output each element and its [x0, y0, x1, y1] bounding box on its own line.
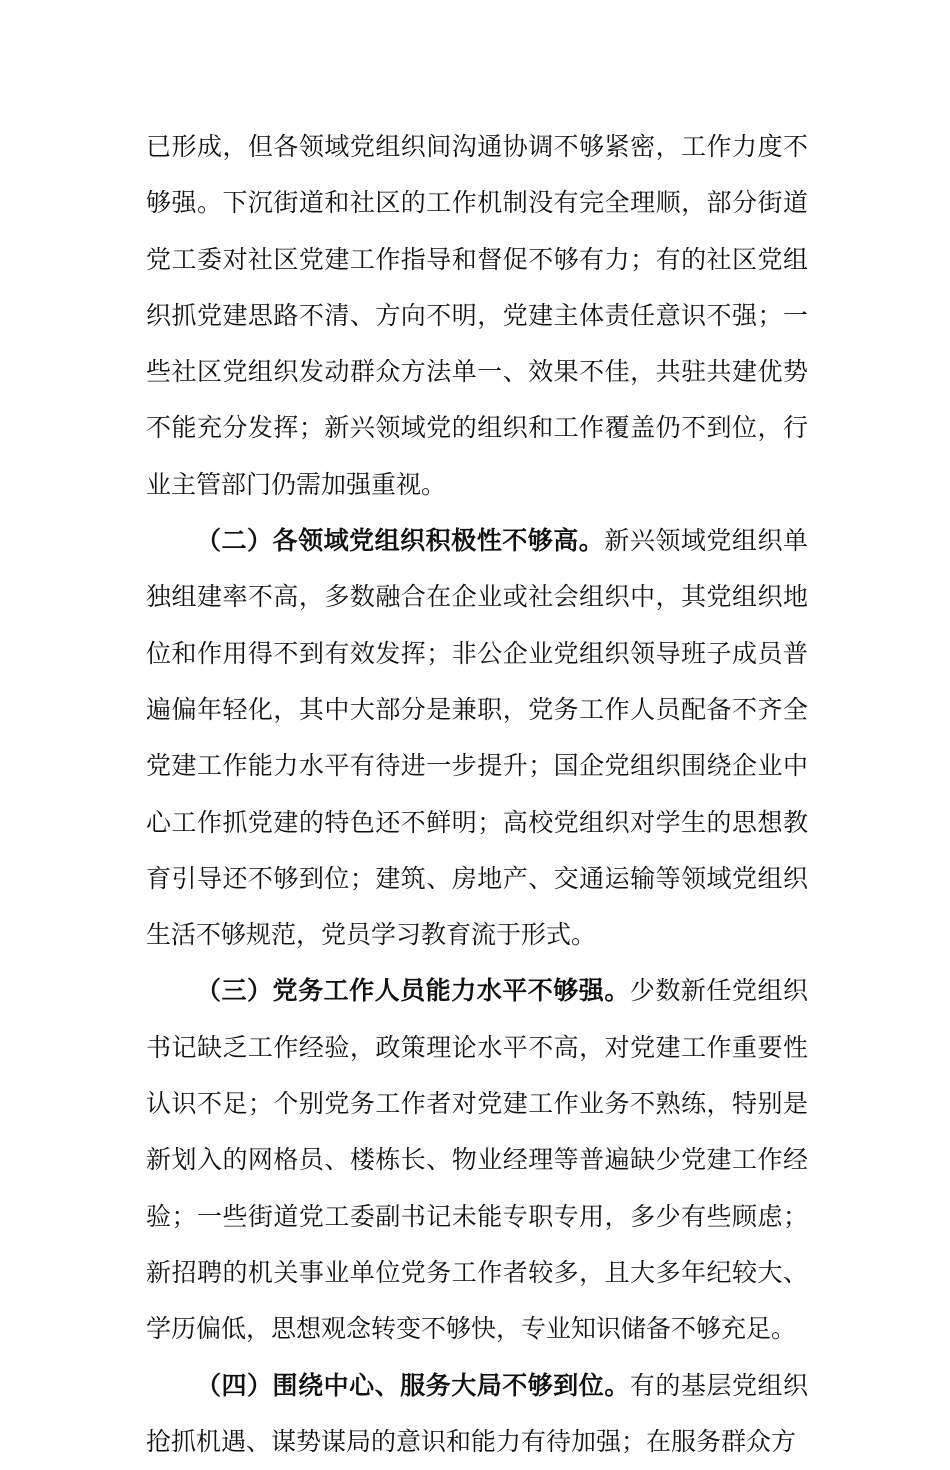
paragraph-section-4: [146, 1358, 808, 1470]
section-heading: （三）党务工作人员能力水平不够强。: [196, 976, 630, 1006]
section-heading: （二）各领域党组织积极性不够高。: [196, 526, 605, 556]
paragraph-text: 有的基层党组织抢抓机遇、谋势谋局的意识和能力有待加强；在服务群众方: [146, 1370, 808, 1456]
paragraph-continuation: [146, 119, 808, 513]
paragraph-text: 新兴领域党组织单独组建率不高，多数融合在企业或社会组织中，其党组织地位和作用得不到有效发挥；非公企业党组织领导班子成员普遍偏年轻化，其中大部分是兼职，党务工作人员配备不齐全党建工作能力水平有待进一步提升；国企党组织围绕企业中心工作抓党建的特色还不鲜明；高校党组织对学生的思想教育引导还不够到位；建筑、房地产、交通运输等领域党组织生活不够规范，党员学习教育流于形式。: [146, 526, 808, 950]
paragraph-text: 已形成，但各领域党组织间沟通协调不够紧密，工作力度不够强。下沉街道和社区的工作机制没有完全理顺，部分街道党工委对社区党建工作指导和督促不够有力；有的社区党组织抓党建思路不清、方向不明，党建主体责任意识不强；一些社区党组织发动群众方法单一、效果不佳，共驻共建优势不能充分发挥；新兴领域党的组织和工作覆盖仍不到位，行业主管部门仍需加强重视。: [146, 132, 808, 499]
paragraph-text: 少数新任党组织书记缺乏工作经验，政策理论水平不高，对党建工作重要性认识不足；个别党务工作者对党建工作业务不熟练，特别是新划入的网格员、楼栋长、物业经理等普遍缺少党建工作经验；一些街道党工委副书记未能专职专用，多少有些顾虑；新招聘的机关事业单位党务工作者较多，且大多年纪较大、学历偏低，思想观念转变不够快，专业知识储备不够充足。: [146, 976, 808, 1344]
paragraph-section-3: [146, 963, 808, 1357]
document-body: [146, 119, 808, 1470]
paragraph-section-2: [146, 513, 808, 963]
section-heading: （四）围绕中心、服务大局不够到位。: [196, 1370, 630, 1400]
